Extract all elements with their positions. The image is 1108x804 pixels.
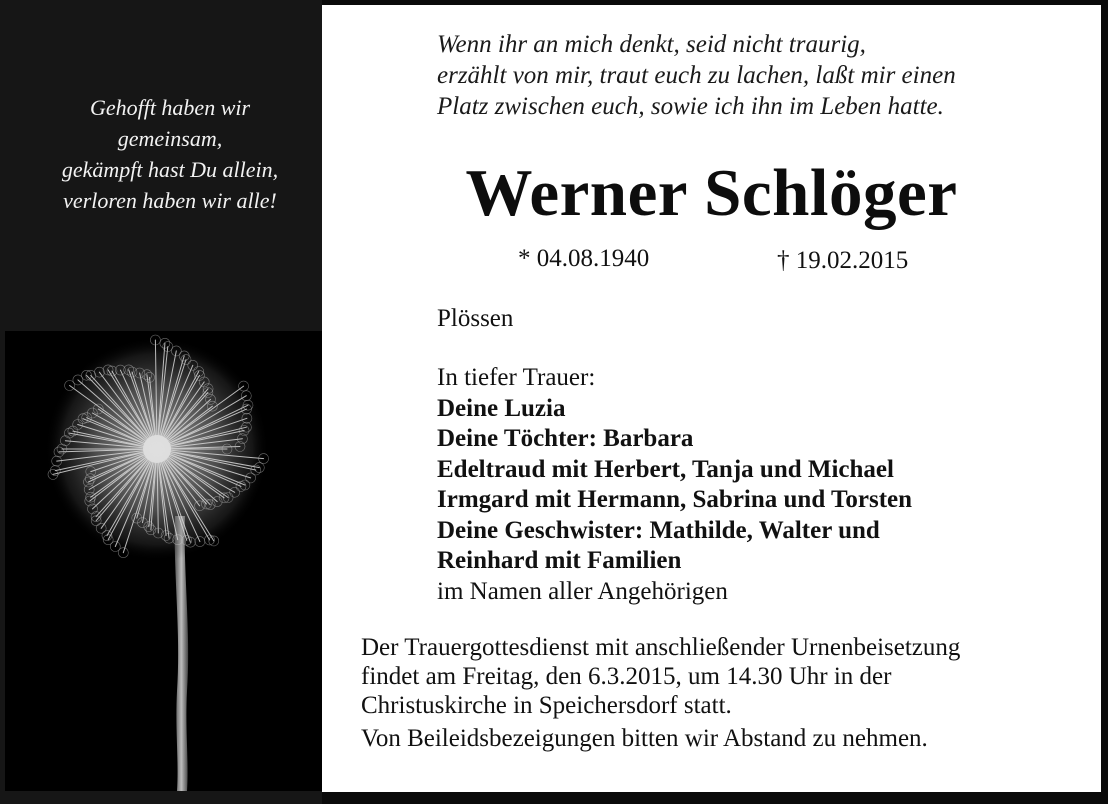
mourners-list bbox=[437, 363, 912, 607]
poem bbox=[437, 29, 956, 122]
obituary-card bbox=[322, 5, 1101, 792]
birth-date: * 04.08.1940 bbox=[518, 245, 650, 272]
mourner-line: Deine Töchter: Barbara bbox=[437, 425, 694, 452]
left-quote-line: Gehofft haben wir bbox=[89, 95, 251, 120]
mourners-closing: im Namen aller Angehörigen bbox=[437, 577, 728, 605]
poem-line: Wenn ihr an mich denkt, seid nicht traurig, bbox=[437, 31, 866, 58]
mourner-line: Reinhard mit Familien bbox=[437, 547, 682, 574]
dandelion-icon bbox=[5, 331, 322, 791]
left-quote-line: verloren haben wir alle! bbox=[63, 188, 277, 213]
mourner-line: Deine Geschwister: Mathilde, Walter und bbox=[437, 516, 880, 544]
dandelion-image bbox=[5, 331, 322, 791]
service-line: findet am Freitag, den 6.3.2015, um 14.30 Uhr in der bbox=[361, 663, 892, 690]
left-quote bbox=[0, 92, 340, 216]
mourner-line: Deine Luzia bbox=[437, 394, 566, 422]
condolence-note: Von Beileidsbezeigungen bitten wir Abstand zu nehmen. bbox=[361, 725, 928, 752]
mourners-intro: In tiefer Trauer: bbox=[437, 364, 596, 391]
service-info bbox=[361, 633, 960, 753]
mourner-line: Edeltraud mit Herbert, Tanja und Michael bbox=[437, 455, 894, 483]
service-line: Der Trauergottesdienst mit anschließender Urnenbeisetzung bbox=[361, 634, 961, 661]
hometown: Plössen bbox=[437, 305, 514, 332]
deceased-name: Werner Schlöger bbox=[465, 156, 958, 230]
left-panel bbox=[0, 0, 322, 804]
poem-line: erzählt von mir, traut euch zu lachen, laßt mir einen bbox=[437, 62, 956, 89]
left-quote-line: gekämpft hast Du allein, bbox=[61, 157, 279, 182]
mourner-line: Irmgard mit Hermann, Sabrina und Torsten bbox=[437, 486, 913, 513]
left-quote-line: gemeinsam, bbox=[117, 126, 223, 151]
poem-line: Platz zwischen euch, sowie ich ihn im Leben hatte. bbox=[437, 93, 944, 120]
death-date: † 19.02.2015 bbox=[777, 247, 909, 274]
service-line: Christuskirche in Speichersdorf statt. bbox=[361, 692, 732, 719]
